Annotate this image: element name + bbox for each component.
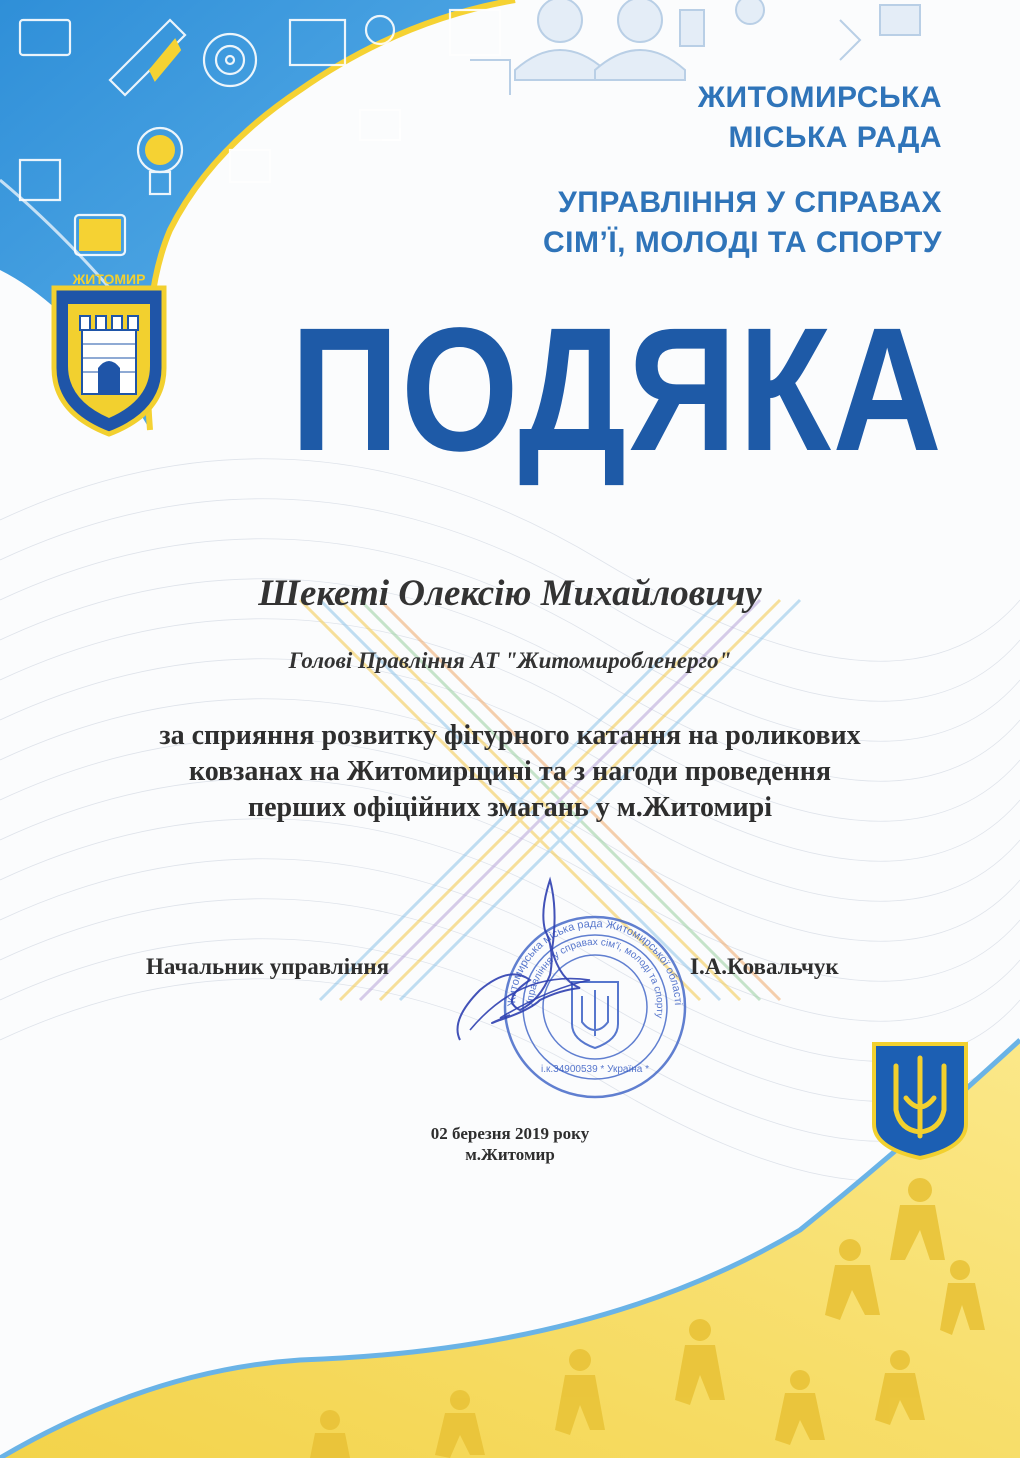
department-name-line-1: УПРАВЛІННЯ У СПРАВАХ xyxy=(558,186,942,219)
emblem-label: ЖИТОМИР xyxy=(72,271,146,287)
recipient-position: Голові Правління АТ "Житомиробленерго" xyxy=(288,648,732,673)
reason-line-1: за сприяння розвитку фігурного катання на роликових xyxy=(159,720,861,751)
zhytomyr-coat-of-arms-icon xyxy=(48,268,170,438)
reason-line-3: перших офіційних змагань у м.Житомирі xyxy=(247,792,773,823)
recipient-name: Шекеті Олексію Михайловичу xyxy=(258,573,762,614)
department-name-line-2: СІМ’Ї, МОЛОДІ ТА СПОРТУ xyxy=(543,226,942,259)
handwritten-signature xyxy=(440,870,620,1050)
award-reason xyxy=(90,718,930,826)
ukraine-trident-icon xyxy=(870,1040,970,1160)
bottom-yellow-banner xyxy=(0,1040,1020,1458)
org-name-line-2: МІСЬКА РАДА xyxy=(728,121,942,154)
issue-place: м.Житомир xyxy=(465,1145,555,1164)
stamp-code: і.к.34900539 * Україна * xyxy=(540,1064,650,1075)
signatory-name: І.А.Ковальчук xyxy=(690,954,839,979)
issue-date: 02 березня 2019 року xyxy=(430,1124,590,1143)
signatory-title: Начальник управління xyxy=(146,954,390,979)
org-name-line-1: ЖИТОМИРСЬКА xyxy=(697,81,942,114)
reason-line-2: ковзанах на Житомирщині та з нагоди проведення xyxy=(188,756,832,787)
stamp-outer-text: Житомирська міська рада Житомирської області xyxy=(505,917,684,1008)
stamp-inner-text: Управління у справах сім'ї, молоді та спорту xyxy=(524,936,666,1019)
certificate-title: ПОДЯКА xyxy=(290,292,944,488)
